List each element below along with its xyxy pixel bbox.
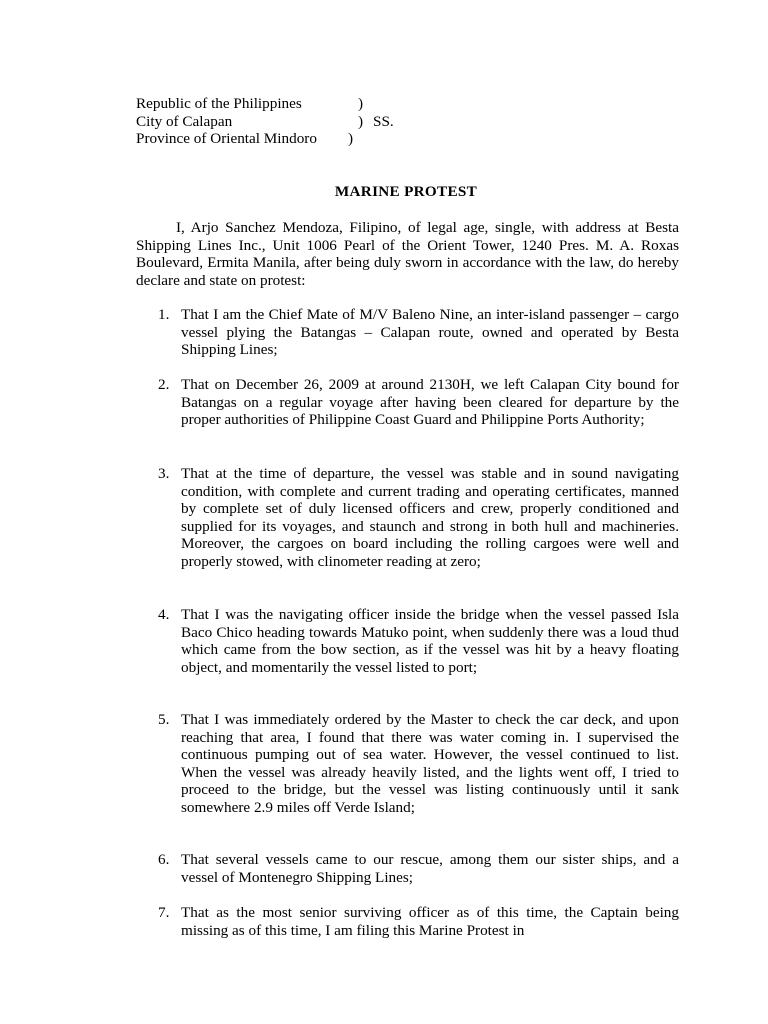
intro-paragraph: I, Arjo Sanchez Mendoza, Filipino, of legal age, single, with address at Besta Shipping Lines Inc., Unit 1006 Pearl of the Orient Tower, 1240 Pres. M. A. Roxas Boulevard, Ermita Manila, after being duly sworn in accordance with the law, do hereby declare and state on protest: [136, 219, 679, 289]
caption-paren: ) [358, 95, 364, 112]
caption-city: City of Calapan [136, 112, 233, 130]
statement-text: That at the time of departure, the vessel was stable and in sound navigating condition, with complete and current trading and operating certificates, manned by complete set of duly licensed officers and crew, properly conditioned and supplied for its voyages, and staunch and strong in both hull and machineries. Moreover, the cargoes on board including the rolling cargoes were well and properly stowed, with clinometer reading at zero; [181, 465, 679, 570]
statement-number: 4. [158, 606, 170, 623]
statement-number: 7. [158, 904, 170, 921]
caption-paren: ) [348, 130, 354, 147]
statement-text: That I was the navigating officer inside the bridge when the vessel passed Isla Baco Chico heading towards Matuko point, when suddenly there was a loud thud which came from the bow section, as if the vessel was hit by a heavy floating object, and momentarily the vessel listed to port; [181, 606, 679, 676]
statement-text: That I was immediately ordered by the Master to check the car deck, and upon reaching that area, I found that there was water coming in. I supervised the continuous pumping out of sea water. However, the vessel continued to list. When the vessel was already heavily listed, and the lights went off, I tried to proceed to the bridge, but the vessel was listing continuously until it sank somewhere 2.9 miles off Verde Island; [181, 711, 679, 816]
statement-text: That I am the Chief Mate of M/V Baleno Nine, an inter-island passenger – cargo vessel plying the Batangas – Calapan route, owned and operated by Besta Shipping Lines; [181, 306, 679, 358]
caption-province: Province of Oriental Mindoro [136, 130, 317, 147]
document-title: MARINE PROTEST [334, 183, 478, 200]
caption-ss: SS. [373, 112, 394, 130]
statement-text: That as the most senior surviving officer as of this time, the Captain being missing as of this time, I am filing this Marine Protest in [181, 904, 679, 939]
statement-number: 3. [158, 465, 170, 482]
caption-republic: Republic of the Philippines [136, 95, 302, 112]
statement-number: 1. [158, 306, 170, 323]
statement-text: That on December 26, 2009 at around 2130H, we left Calapan City bound for Batangas on a regular voyage after having been cleared for departure by the proper authorities of Philippine Coast Guard and Philippine Ports Authority; [181, 376, 679, 428]
statement-number: 5. [158, 711, 170, 728]
statement-number: 6. [158, 851, 170, 868]
statement-number: 2. [158, 376, 170, 393]
caption-paren: ) [358, 112, 364, 130]
statement-text: That several vessels came to our rescue, among them our sister ships, and a vessel of Montenegro Shipping Lines; [181, 851, 679, 886]
